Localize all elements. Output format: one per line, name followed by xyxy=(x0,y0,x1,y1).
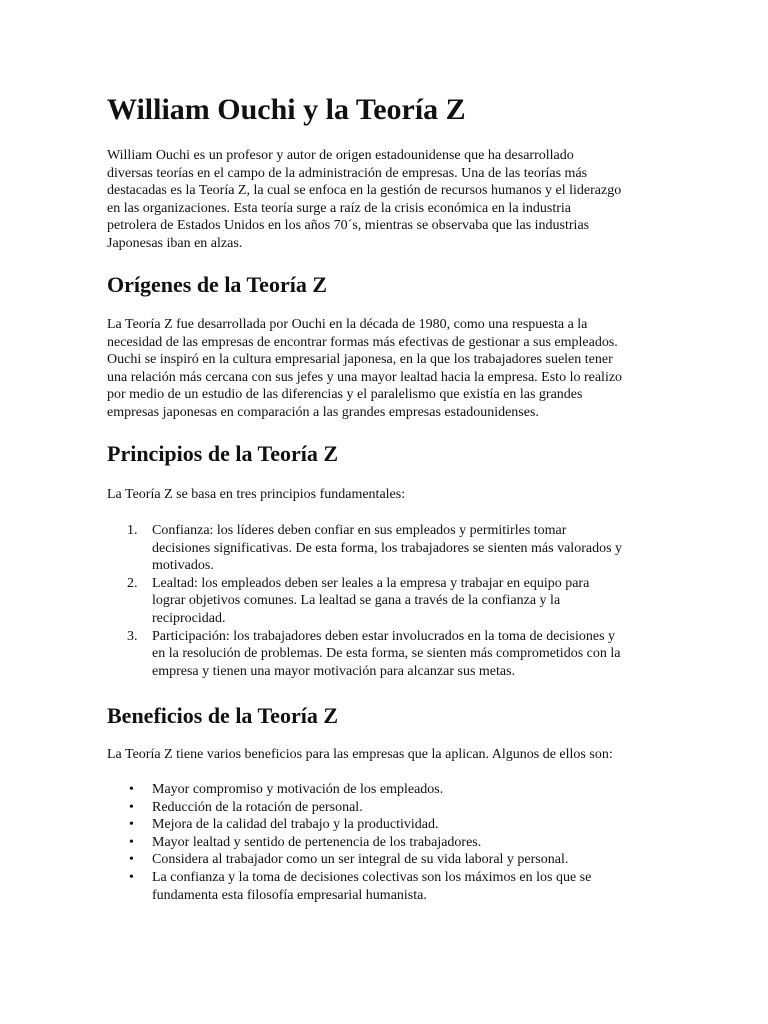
list-item xyxy=(107,869,591,904)
bullet-icon: • xyxy=(129,817,134,833)
paragraph-line: La Teoría Z tiene varios beneficios para las empresas que la aplican. Algunos de ellos son: xyxy=(107,747,613,762)
list-item xyxy=(107,851,591,869)
list-item xyxy=(107,834,591,852)
document-title: William Ouchi y la Teoría Z xyxy=(107,93,466,126)
list-item xyxy=(107,781,591,799)
paragraph-line: William Ouchi es un profesor y autor de origen estadounidense que ha desarrollado xyxy=(107,148,574,163)
list-item-line: lograr objetivos comunes. La lealtad se gana a través de la confianza y la xyxy=(152,593,561,609)
paragraph-line: por medio de un estudio de las diferencias y el paralelismo que existía en las grandes xyxy=(107,387,583,403)
list-item-line: La confianza y la toma de decisiones colectivas son los máximos en los que se xyxy=(152,869,592,885)
list-item xyxy=(107,628,622,681)
paragraph-line: diversas teorías en el campo de la administración de empresas. Una de las teorías más xyxy=(107,165,588,181)
list-number: 3. xyxy=(127,628,138,644)
bullet-icon: • xyxy=(129,869,134,885)
list-item xyxy=(107,816,591,834)
bullet-icon: • xyxy=(129,852,134,868)
paragraph-line: Ouchi se inspiró en la cultura empresarial japonesa, en la que los trabajadores suelen tener xyxy=(107,352,613,368)
paragraph-line: necesidad de las empresas de encontrar formas más efectivas de gestionar a sus empleados. xyxy=(107,334,618,350)
beneficios-heading: Beneficios de la Teoría Z xyxy=(107,703,338,728)
origenes-paragraph xyxy=(107,316,622,422)
list-item xyxy=(107,575,622,628)
list-item-line: motivados. xyxy=(152,558,214,574)
paragraph-line: empresas japonesas en comparación a las grandes empresas estadounidenses. xyxy=(107,404,539,420)
list-item-line: Confianza: los líderes deben confiar en sus empleados y permitirles tomar xyxy=(152,523,567,538)
paragraph-line: en las organizaciones. Esta teoría surge a raíz de la crisis económica en la industria xyxy=(107,200,572,216)
list-item-line: reciprocidad. xyxy=(152,610,226,626)
list-item xyxy=(107,799,591,817)
principios-list xyxy=(107,522,622,680)
principios-intro xyxy=(107,486,405,504)
list-item-line: en la resolución de problemas. De esta forma, se sienten más comprometidos con la xyxy=(152,646,621,662)
list-item-line: Considera al trabajador como un ser integral de su vida laboral y personal. xyxy=(152,852,569,868)
list-item-line: Mayor compromiso y motivación de los empleados. xyxy=(152,782,444,797)
intro-paragraph xyxy=(107,147,621,253)
bullet-icon: • xyxy=(129,799,134,815)
paragraph-line: petrolera de Estados Unidos en los años 70´s, mientras se observaba que las industrias xyxy=(107,218,590,234)
list-number: 2. xyxy=(127,575,138,591)
list-item-line: Reducción de la rotación de personal. xyxy=(152,799,363,815)
list-item-line: decisiones significativas. De esta forma, los trabajadores se sienten más valorados y xyxy=(152,540,623,556)
paragraph-line: destacadas es la Teoría Z, la cual se enfoca en la gestión de recursos humanos y el liderazgo xyxy=(107,183,622,199)
list-number: 1. xyxy=(127,523,138,538)
origenes-heading: Orígenes de la Teoría Z xyxy=(107,272,327,297)
beneficios-list xyxy=(107,781,591,904)
list-item-line: Mejora de la calidad del trabajo y la productividad. xyxy=(152,817,439,833)
paragraph-line: una relación más cercana con sus jefes y una mayor lealtad hacia la empresa. Esto lo realizo xyxy=(107,369,623,385)
bullet-icon: • xyxy=(129,834,134,850)
list-item-line: Mayor lealtad y sentido de pertenencia de los trabajadores. xyxy=(152,834,482,850)
paragraph-line: La Teoría Z fue desarrollada por Ouchi en la década de 1980, como una respuesta a la xyxy=(107,317,588,332)
list-item-line: Participación: los trabajadores deben estar involucrados en la toma de decisiones y xyxy=(152,628,616,644)
bullet-icon: • xyxy=(129,782,134,797)
list-item-line: empresa y tienen una mayor motivación para alcanzar sus metas. xyxy=(152,663,516,679)
list-item-line: fundamenta esta filosofía empresarial humanista. xyxy=(152,887,427,903)
beneficios-intro xyxy=(107,746,613,764)
list-item-line: Lealtad: los empleados deben ser leales a la empresa y trabajar en equipo para xyxy=(152,575,590,591)
paragraph-line: Japonesas iban en alzas. xyxy=(107,235,243,251)
list-item xyxy=(107,522,622,575)
paragraph-line: La Teoría Z se basa en tres principios fundamentales: xyxy=(107,487,406,502)
principios-heading: Principios de la Teoría Z xyxy=(107,441,339,466)
